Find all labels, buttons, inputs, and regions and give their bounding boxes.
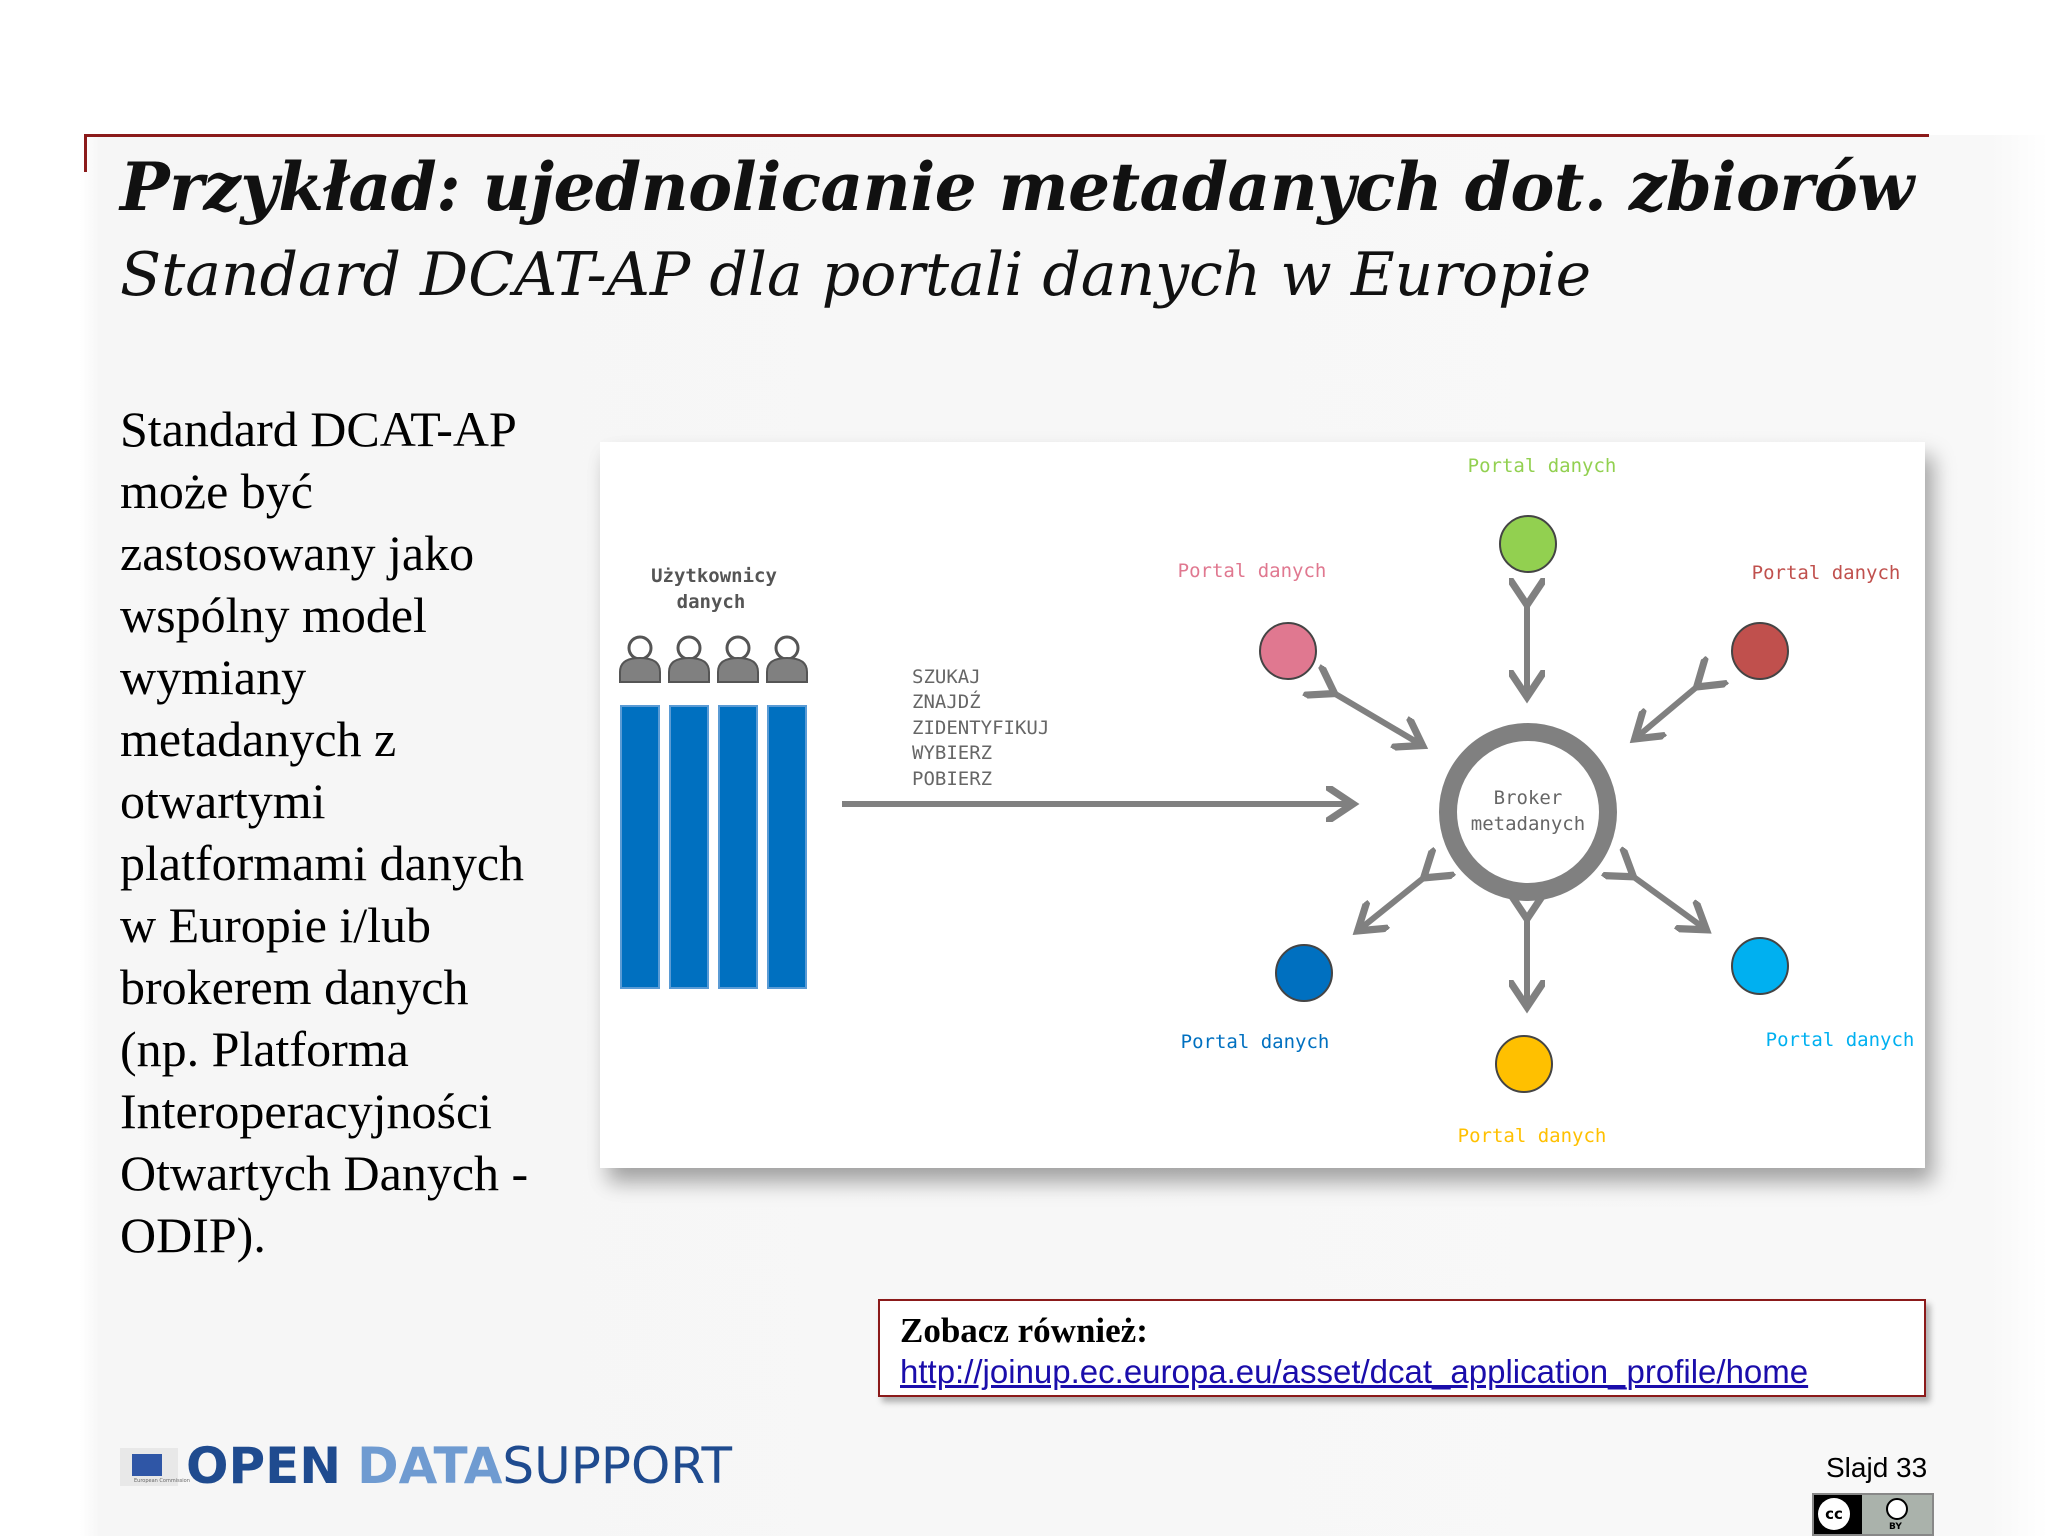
body-line: wymiany — [120, 649, 307, 705]
user-icon — [669, 637, 709, 682]
portal-node-upper-right — [1732, 623, 1788, 679]
slide-number: Slajd 33 — [1826, 1452, 1928, 1483]
action-find: ZNAJDŹ — [912, 691, 981, 713]
body-line: wspólny model — [120, 587, 427, 643]
body-line: zastosowany jako — [120, 525, 475, 581]
brand-support: SUPPORT — [502, 1437, 733, 1495]
user-icon — [620, 637, 660, 682]
body-line: platformami danych — [120, 835, 525, 891]
user-icon — [718, 637, 758, 682]
users-label-line1: Użytkownicy — [651, 565, 777, 587]
spoke-arrow-upper-left — [1332, 692, 1420, 744]
header-band — [0, 0, 2048, 135]
title-rule — [84, 134, 1929, 137]
portal-label-top: Portal danych — [1467, 455, 1617, 477]
eu-flag-icon — [120, 1448, 190, 1486]
broker-label-line1: Broker — [1493, 787, 1563, 809]
slide-title: Przykład: ujednolicanie metadanych dot. zbiorów — [120, 148, 1914, 226]
broker-ring — [1448, 732, 1608, 892]
body-line: otwartymi — [120, 773, 326, 829]
body-line: brokerem danych — [120, 959, 469, 1015]
see-also-box — [878, 1299, 1926, 1397]
body-line: ODIP). — [120, 1207, 266, 1263]
brand-wordmark — [186, 1436, 732, 1496]
body-line: metadanych z — [120, 711, 397, 767]
see-also-title: Zobacz również: — [900, 1311, 1148, 1350]
eu-label: European Commission — [134, 1478, 190, 1484]
user-bar — [719, 706, 757, 988]
body-line: Otwartych Danych - — [120, 1145, 529, 1201]
user-bar — [670, 706, 708, 988]
portal-node-bottom — [1496, 1036, 1552, 1092]
cc-icon: cc — [1818, 1498, 1850, 1530]
portal-node-lower-left — [1276, 945, 1332, 1001]
portal-label-lower-left: Portal danych — [1180, 1031, 1330, 1053]
by-icon — [1862, 1495, 1932, 1534]
cc-by-license-icon — [1812, 1493, 1934, 1536]
portal-node-upper-left — [1260, 623, 1316, 679]
user-icon — [767, 637, 807, 682]
portal-label-upper-right: Portal danych — [1751, 562, 1901, 584]
spoke-arrow-lower-right — [1631, 875, 1704, 928]
user-bar — [621, 706, 659, 988]
action-identify: ZIDENTYFIKUJ — [912, 717, 1050, 739]
broker-diagram — [600, 442, 1925, 1168]
user-bar — [768, 706, 806, 988]
body-line: Interoperacyjności — [120, 1083, 493, 1139]
body-line: (np. Platforma — [120, 1021, 409, 1077]
broker-label-line2: metadanych — [1470, 813, 1586, 835]
body-line: Standard DCAT-AP — [120, 401, 517, 457]
portal-label-bottom: Portal danych — [1457, 1125, 1607, 1147]
spoke-arrow-upper-right — [1637, 685, 1699, 737]
body-line: może być — [120, 463, 313, 519]
body-line: w Europie i/lub — [120, 897, 432, 953]
portal-label-upper-left: Portal danych — [1177, 560, 1327, 582]
action-download: POBIERZ — [912, 768, 993, 790]
users-label-line2: danych — [676, 591, 746, 613]
action-select: WYBIERZ — [912, 742, 993, 764]
title-rule-tick — [84, 134, 87, 172]
brand-open: OPEN — [186, 1437, 342, 1495]
by-label: BY — [1889, 1522, 1902, 1532]
portal-node-lower-right — [1732, 938, 1788, 994]
see-also-link[interactable]: http://joinup.ec.europa.eu/asset/dcat_application_profile/home — [900, 1353, 1809, 1390]
spoke-arrow-lower-left — [1360, 876, 1426, 929]
portal-label-lower-right: Portal danych — [1765, 1029, 1915, 1051]
body-text — [120, 398, 600, 1266]
brand-data: DATA — [357, 1437, 503, 1495]
broker-diagram-svg — [600, 442, 1925, 1168]
portal-node-top — [1500, 516, 1556, 572]
slide-subtitle: Standard DCAT-AP dla portali danych w Europie — [120, 240, 1592, 310]
action-search: SZUKAJ — [912, 666, 981, 688]
